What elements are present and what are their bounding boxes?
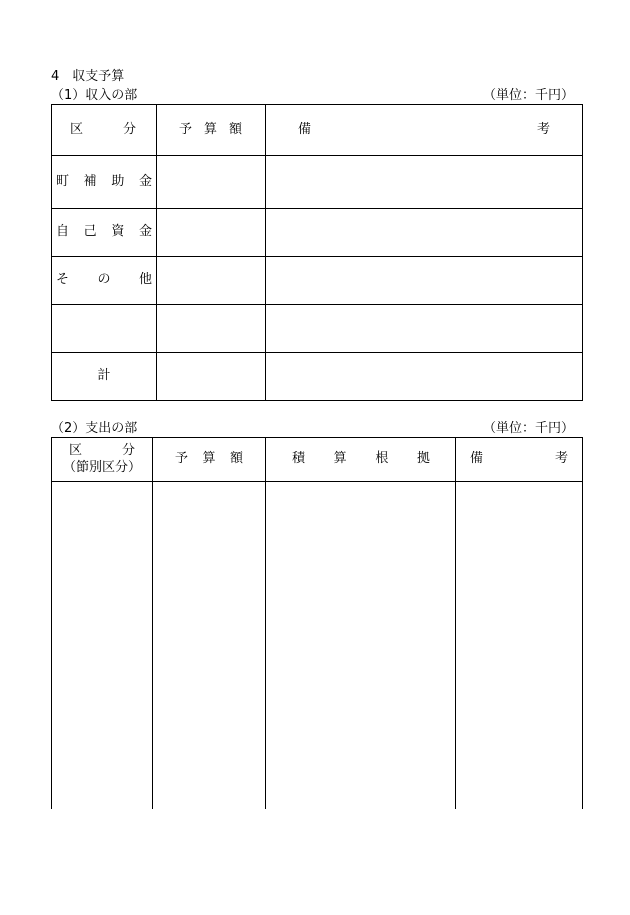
expense-header-remarks bbox=[456, 438, 583, 482]
expense-unit: （単位：千円） bbox=[483, 421, 575, 436]
header-char: 区 bbox=[69, 442, 83, 458]
header-char: 算 bbox=[333, 451, 347, 467]
income-cell-remarks[interactable] bbox=[266, 209, 583, 257]
label-char: 補 bbox=[83, 173, 97, 189]
label-char: 助 bbox=[111, 173, 125, 189]
label-char: 自 bbox=[56, 224, 70, 240]
header-char: 分 bbox=[122, 121, 136, 137]
label-char: 己 bbox=[83, 224, 97, 240]
expense-cell-remarks[interactable] bbox=[456, 482, 583, 810]
income-row bbox=[52, 305, 583, 353]
header-char: 額 bbox=[229, 451, 243, 467]
header-char: 積 bbox=[292, 451, 306, 467]
header-char: 備 bbox=[298, 121, 312, 137]
label-char: そ bbox=[56, 272, 70, 288]
income-row-label bbox=[52, 156, 157, 209]
income-row-label[interactable] bbox=[52, 305, 157, 353]
income-row-label bbox=[52, 257, 157, 305]
income-cell-remarks[interactable] bbox=[266, 156, 583, 209]
expense-table bbox=[51, 437, 583, 809]
expense-subtitle: （2）支出の部 bbox=[51, 421, 138, 436]
income-cell-budget[interactable] bbox=[157, 305, 266, 353]
income-header-row bbox=[52, 105, 583, 156]
income-row bbox=[52, 209, 583, 257]
section-title: 4 収支予算 bbox=[51, 69, 125, 84]
header-char: 予 bbox=[179, 121, 193, 137]
label-char: の bbox=[97, 272, 111, 288]
label-char: 他 bbox=[138, 272, 152, 288]
income-total-budget[interactable] bbox=[157, 353, 266, 401]
income-header-budget bbox=[157, 105, 266, 156]
header-char: 予 bbox=[175, 451, 189, 467]
income-table bbox=[51, 104, 583, 401]
header-char: 分 bbox=[121, 442, 135, 458]
header-char: 額 bbox=[228, 121, 242, 137]
header-char: 区 bbox=[70, 121, 84, 137]
income-header-remarks bbox=[266, 105, 583, 156]
expense-body-row bbox=[52, 482, 583, 810]
income-cell-remarks[interactable] bbox=[266, 257, 583, 305]
label-char: 金 bbox=[138, 173, 152, 189]
header-char: 備 bbox=[470, 451, 484, 467]
income-cell-budget[interactable] bbox=[157, 257, 266, 305]
header-char: 算 bbox=[203, 121, 217, 137]
income-cell-remarks[interactable] bbox=[266, 305, 583, 353]
label-char: 資 bbox=[111, 224, 125, 240]
income-total-row bbox=[52, 353, 583, 401]
income-row-label bbox=[52, 209, 157, 257]
header-char: 根 bbox=[375, 451, 389, 467]
header-char: 拠 bbox=[416, 451, 430, 467]
income-row bbox=[52, 257, 583, 305]
header-char: 算 bbox=[202, 451, 216, 467]
income-header-category bbox=[52, 105, 157, 156]
label-char: 町 bbox=[56, 173, 70, 189]
header-char: 考 bbox=[554, 451, 568, 467]
income-subtitle: （1）収入の部 bbox=[51, 88, 138, 103]
income-cell-budget[interactable] bbox=[157, 156, 266, 209]
income-total-label bbox=[52, 353, 157, 401]
expense-header-category bbox=[52, 438, 153, 482]
income-total-remarks[interactable] bbox=[266, 353, 583, 401]
header-char: 考 bbox=[536, 121, 550, 137]
expense-cell-category[interactable] bbox=[52, 482, 153, 810]
expense-cell-budget[interactable] bbox=[153, 482, 266, 810]
income-cell-budget[interactable] bbox=[157, 209, 266, 257]
expense-cell-basis[interactable] bbox=[266, 482, 456, 810]
label-char: 金 bbox=[138, 224, 152, 240]
income-row bbox=[52, 156, 583, 209]
header-sub: （節別区分） bbox=[62, 460, 141, 475]
income-unit: （単位：千円） bbox=[483, 88, 575, 103]
expense-header-budget bbox=[153, 438, 266, 482]
expense-header-row bbox=[52, 438, 583, 482]
expense-header-basis bbox=[266, 438, 456, 482]
total-label: 計 bbox=[97, 368, 111, 384]
